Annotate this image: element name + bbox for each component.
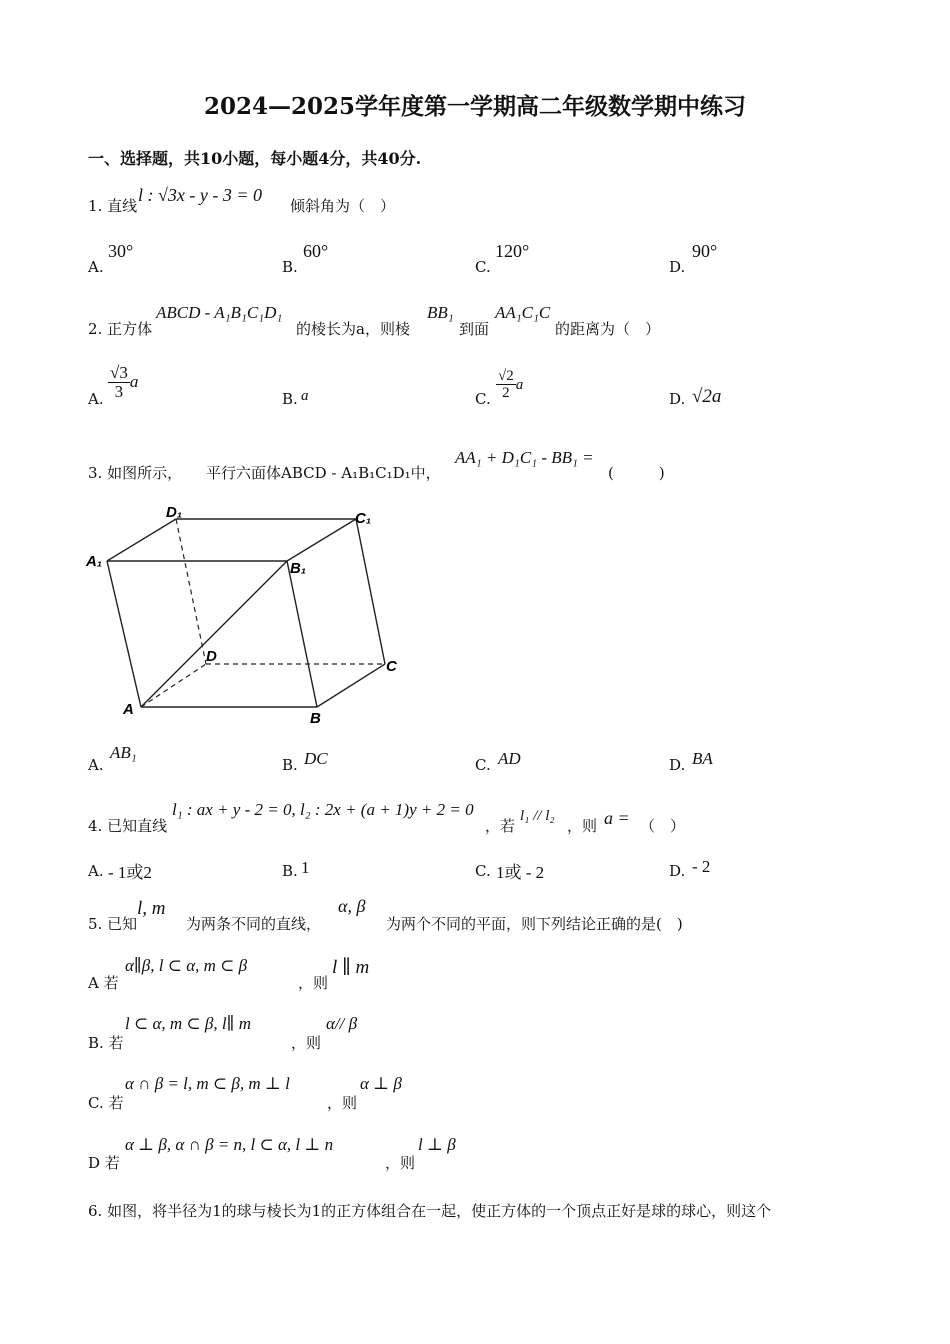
q1-option-b-label: B. xyxy=(282,258,298,276)
page-title: 2024—2025学年度第一学期高二年级数学期中练习 xyxy=(203,93,747,120)
q3-option-d-value: BA xyxy=(692,749,713,768)
q1-option-c-value: 120° xyxy=(495,241,530,261)
q4-prefix: 4. 已知直线 xyxy=(88,817,168,835)
q2-option-b-label: B. xyxy=(282,390,298,408)
q4-cond: l₁ // l₂ xyxy=(520,808,555,824)
label-b1: B₁ xyxy=(290,560,307,577)
q2-option-d-label: D. xyxy=(669,390,686,408)
question-6-text: 6. 如图，将半径为1的球与棱长为1的正方体组合在一起，使正方体的一个顶点正好是球的球心，则这个 xyxy=(88,1202,772,1220)
q2-mid2: 到面 xyxy=(459,320,490,338)
q4-suffix: （ ） xyxy=(640,817,686,835)
q5-prefix: 5. 已知 xyxy=(88,915,138,933)
q1-formula: l : √3x - y - 3 = 0 xyxy=(138,185,262,205)
q5-lines: l, m xyxy=(137,898,166,919)
q5-option-c-cond: α ∩ β = l, m ⊂ β, m ⊥ l xyxy=(125,1074,290,1093)
label-b: B xyxy=(310,710,321,727)
label-a: A xyxy=(123,701,134,718)
q1-option-a-value: 30° xyxy=(108,241,134,261)
label-d: D xyxy=(206,648,217,665)
q1-suffix: 倾斜角为（ ） xyxy=(290,197,396,215)
q5-option-c-label: C. 若 xyxy=(88,1094,124,1112)
q1-option-b-value: 60° xyxy=(303,241,329,261)
q4-mid2: ，则 xyxy=(567,817,598,835)
q5-suffix: 为两个不同的平面，则下列结论正确的是( ) xyxy=(386,915,683,933)
label-c1: C₁ xyxy=(355,510,372,527)
q1-option-d-label: D. xyxy=(669,258,686,276)
q1-prefix: 1. 直线 xyxy=(88,197,138,215)
section-heading: 一、选择题，共10小题，每小题4分，共40分. xyxy=(88,149,422,168)
q5-option-b-cond: l ⊂ α, m ⊂ β, l∥ m xyxy=(125,1014,251,1033)
q2-option-d-value: √2a xyxy=(692,386,722,407)
q2-plane: AA₁C₁C xyxy=(495,303,551,322)
q5-option-c-then: ，则 xyxy=(327,1094,358,1112)
q4-option-d-value: - 2 xyxy=(692,857,711,876)
q2-prefix: 2. 正方体 xyxy=(88,320,153,338)
q5-option-a-cond: α∥β, l ⊂ α, m ⊂ β xyxy=(125,956,248,975)
q4-mid: ，若 xyxy=(485,817,516,835)
q5-option-a-then: ，则 xyxy=(298,974,329,992)
q3-option-a-label: A. xyxy=(88,756,104,774)
q1-option-c-label: C. xyxy=(475,258,491,276)
q4-option-a-value: - 1或2 xyxy=(108,863,152,882)
q4-option-b-value: 1 xyxy=(301,858,310,877)
q5-option-b-label: B. 若 xyxy=(88,1034,124,1052)
q4-formula: l₁ : ax + y - 2 = 0, l₂ : 2x + (a + 1)y + 2 = 0 xyxy=(172,800,474,819)
label-d1: D₁ xyxy=(166,504,183,521)
q3-option-b-value: DC xyxy=(304,749,328,768)
q2-option-b-value: a xyxy=(301,388,309,404)
q1-option-d-value: 90° xyxy=(692,241,718,261)
q4-option-d-label: D. xyxy=(669,862,686,880)
q2-option-c-label: C. xyxy=(475,390,491,408)
q3-formula: AA₁ + D₁C₁ - BB₁ = xyxy=(455,448,594,467)
parallelepiped-figure xyxy=(80,495,410,735)
q3-option-c-label: C. xyxy=(475,756,491,774)
q3-option-b-label: B. xyxy=(282,756,298,774)
q5-option-b-result: α// β xyxy=(326,1014,358,1033)
q3-option-c-value: AD xyxy=(498,749,521,768)
q5-option-d-cond: α ⊥ β, α ∩ β = n, l ⊂ α, l ⊥ n xyxy=(125,1135,334,1154)
label-a1: A₁ xyxy=(86,553,103,570)
q5-option-a-result: l ∥ m xyxy=(332,957,370,978)
q2-edge: BB₁ xyxy=(427,303,454,322)
q4-ask: a = xyxy=(604,808,630,828)
q5-option-d-then: ，则 xyxy=(385,1154,416,1172)
q2-cube: ABCD - A₁B₁C₁D₁ xyxy=(156,303,283,322)
q5-option-b-then: ，则 xyxy=(291,1034,322,1052)
q3-option-d-label: D. xyxy=(669,756,686,774)
q4-option-c-value: 1或 - 2 xyxy=(496,863,545,882)
q5-option-d-result: l ⊥ β xyxy=(418,1135,456,1154)
q5-mid: 为两条不同的直线， xyxy=(186,915,322,933)
q4-option-c-label: C. xyxy=(475,862,491,880)
q4-option-a-label: A. xyxy=(88,862,104,880)
q2-option-c-value: $\frac{√2}{2}$ a xyxy=(498,368,524,401)
q5-option-a-label: A 若 xyxy=(88,974,119,992)
q5-option-c-result: α ⊥ β xyxy=(360,1074,402,1093)
q3-prefix: 3. 如图所示， xyxy=(88,464,183,482)
label-c: C xyxy=(386,658,397,675)
q3-suffix: ( ) xyxy=(608,464,665,482)
q3-option-a-value: AB₁ xyxy=(110,743,137,762)
q2-option-a-label: A. xyxy=(88,390,104,408)
q2-mid1: 的棱长为a，则棱 xyxy=(296,320,410,338)
q5-planes: α, β xyxy=(338,896,366,916)
q2-suffix: 的距离为（ ） xyxy=(555,320,661,338)
q1-option-a-label: A. xyxy=(88,258,104,276)
q2-option-a-value: $\frac{√3}{3}$ a xyxy=(110,363,139,401)
q5-option-d-label: D 若 xyxy=(88,1154,120,1172)
q4-option-b-label: B. xyxy=(282,862,298,880)
q3-body: 平行六面体ABCD - A₁B₁C₁D₁中， xyxy=(206,464,441,482)
